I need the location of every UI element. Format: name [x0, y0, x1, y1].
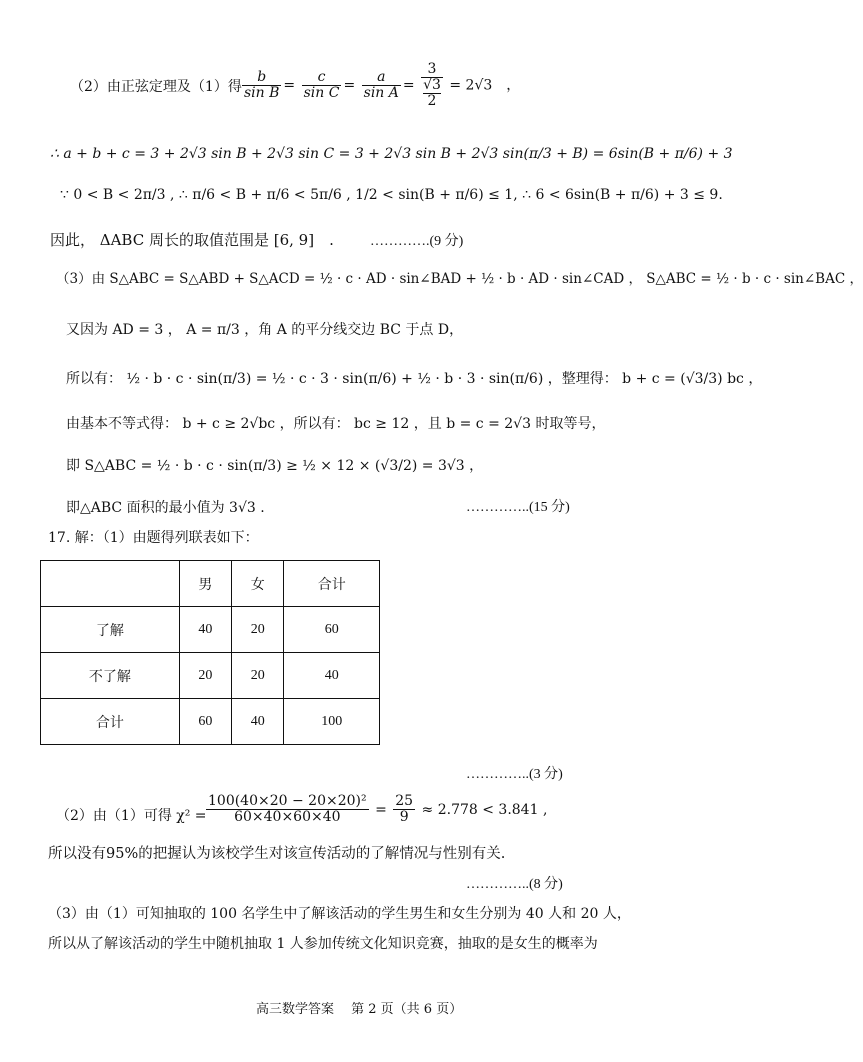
- fraction-a-sinA: $\frac{a}{\text{sin A}}$: [363, 68, 399, 101]
- q17-part2-conclusion: 所以没有95%的把握认为该校学生对该宣传活动的了解情况与性别有关.: [48, 846, 506, 862]
- table-header-cell: 合计: [284, 561, 380, 607]
- part2-conclusion: 因此， ΔABC 周长的取值范围是 [6, 9] .: [50, 231, 334, 249]
- table-cell: 40: [179, 607, 231, 653]
- part2-intro: （2）由正弦定理及（1）得: [70, 79, 242, 95]
- q17-chi-square-formula: $\frac{\text{100(40×20 − 20×20)²}}{60\times 40\times 60\times 40}$ = $\frac{25}{9}$ ≈ 2.778 < 3.841 ,: [208, 793, 548, 826]
- table-row: [41, 699, 380, 745]
- part3-min-area: 即△ABC 面积的最小值为 3√3 .: [66, 500, 265, 516]
- table-header-cell: 男: [179, 561, 231, 607]
- q17-score-1: …………..(3 分): [466, 767, 563, 782]
- q17-part3-line1: （3）由（1）可知抽取的 100 名学生中了解该活动的学生男生和女生分别为 40 人和 20 人，: [48, 906, 631, 922]
- part2-score: ………….(9 分): [370, 234, 464, 249]
- table-cell: 100: [284, 699, 380, 745]
- table-row: [41, 607, 380, 653]
- table-cell: 40: [284, 653, 380, 699]
- table-cell: 合计: [41, 699, 180, 745]
- chi-square-fraction: $\frac{\text{100(40×20 − 20×20)²}}{60\times 40\times 60\times 40}$: [208, 793, 367, 826]
- part3-score: …………..(15 分): [466, 500, 570, 515]
- part3-area-decomposition: （3）由 S△ABC = S△ABD + S△ACD = ½ · c · AD · sin∠BAD + ½ · b · AD · sin∠CAD ， S△ABC = ½ · b · c · sin∠BAC ，: [56, 271, 863, 287]
- fraction-c-sinC: $\frac{c}{\text{sin C}}$: [303, 68, 340, 101]
- fraction-b-sinB: $\frac{b}{\text{sin B}}$: [244, 68, 280, 101]
- chi-square-value-fraction: $\frac{25}{9}$: [395, 793, 414, 826]
- table-cell: 60: [179, 699, 231, 745]
- q17-intro: 17. 解：（1）由题得列联表如下：: [48, 530, 259, 546]
- table-cell: 20: [179, 653, 231, 699]
- table-cell: 了解: [41, 607, 180, 653]
- table-cell: 40: [232, 699, 284, 745]
- q17-score-2: …………..(8 分): [466, 877, 563, 892]
- part3-equation: 所以有： ½ · b · c · sin(π/3) = ½ · c · 3 · sin(π/6) + ½ · b · 3 · sin(π/6) ，整理得： b + c = (√3/3) bc ，: [66, 371, 763, 387]
- part3-inequality: 由基本不等式得： b + c ≥ 2√bc ，所以有： bc ≥ 12 ，且 b = c = 2√3 时取等号，: [66, 416, 606, 432]
- q17-part3-line2: 所以从了解该活动的学生中随机抽取 1 人参加传统文化知识竞赛，抽取的是女生的概率为: [48, 936, 598, 952]
- table-cell: 60: [284, 607, 380, 653]
- table-header-cell: [41, 561, 180, 607]
- part2-range-line: ∵ 0 < B < 2π/3 , ∴ π/6 < B + π/6 < 5π/6 , 1/2 < sin(B + π/6) ≤ 1, ∴ 6 < 6sin(B + π/6) + 3 ≤ 9.: [60, 187, 723, 203]
- part2-sum-line: ∴ a + b + c = 3 + 2√3 sin B + 2√3 sin C = 3 + 2√3 sin B + 2√3 sin(π/3 + B) = 6sin(B + π/6) + 3: [50, 146, 733, 162]
- table-cell: 不了解: [41, 653, 180, 699]
- part3-given: 又因为 AD = 3 ， A = π/3 ，角 A 的平分线交边 BC 于点 D，: [66, 322, 464, 338]
- table-header-row: [41, 561, 380, 607]
- table-header-cell: 女: [232, 561, 284, 607]
- contingency-table: [40, 560, 380, 745]
- q17-part2-prefix: （2）由（1）可得 χ² =: [56, 808, 207, 824]
- fraction-3-over-root3-half: $\frac{3}{\frac{√3}{2}}$: [423, 61, 441, 110]
- table-cell: 20: [232, 653, 284, 699]
- page-footer: 高三数学答案 第 2 页（共 6 页）: [256, 1002, 463, 1017]
- table-cell: 20: [232, 607, 284, 653]
- table-row: [41, 653, 380, 699]
- part3-area-bound: 即 S△ABC = ½ · b · c · sin(π/3) ≥ ½ × 12 × (√3/2) = 3√3 ，: [66, 458, 484, 474]
- part2-sine-law-equation: $\frac{b}{\text{sin B}}$ = $\frac{c}{\text{sin C}}$ = $\frac{a}{\text{sin A}}$ = $\frac{3}{\frac{√3}{2}}$ = 2√3 ，: [244, 61, 521, 110]
